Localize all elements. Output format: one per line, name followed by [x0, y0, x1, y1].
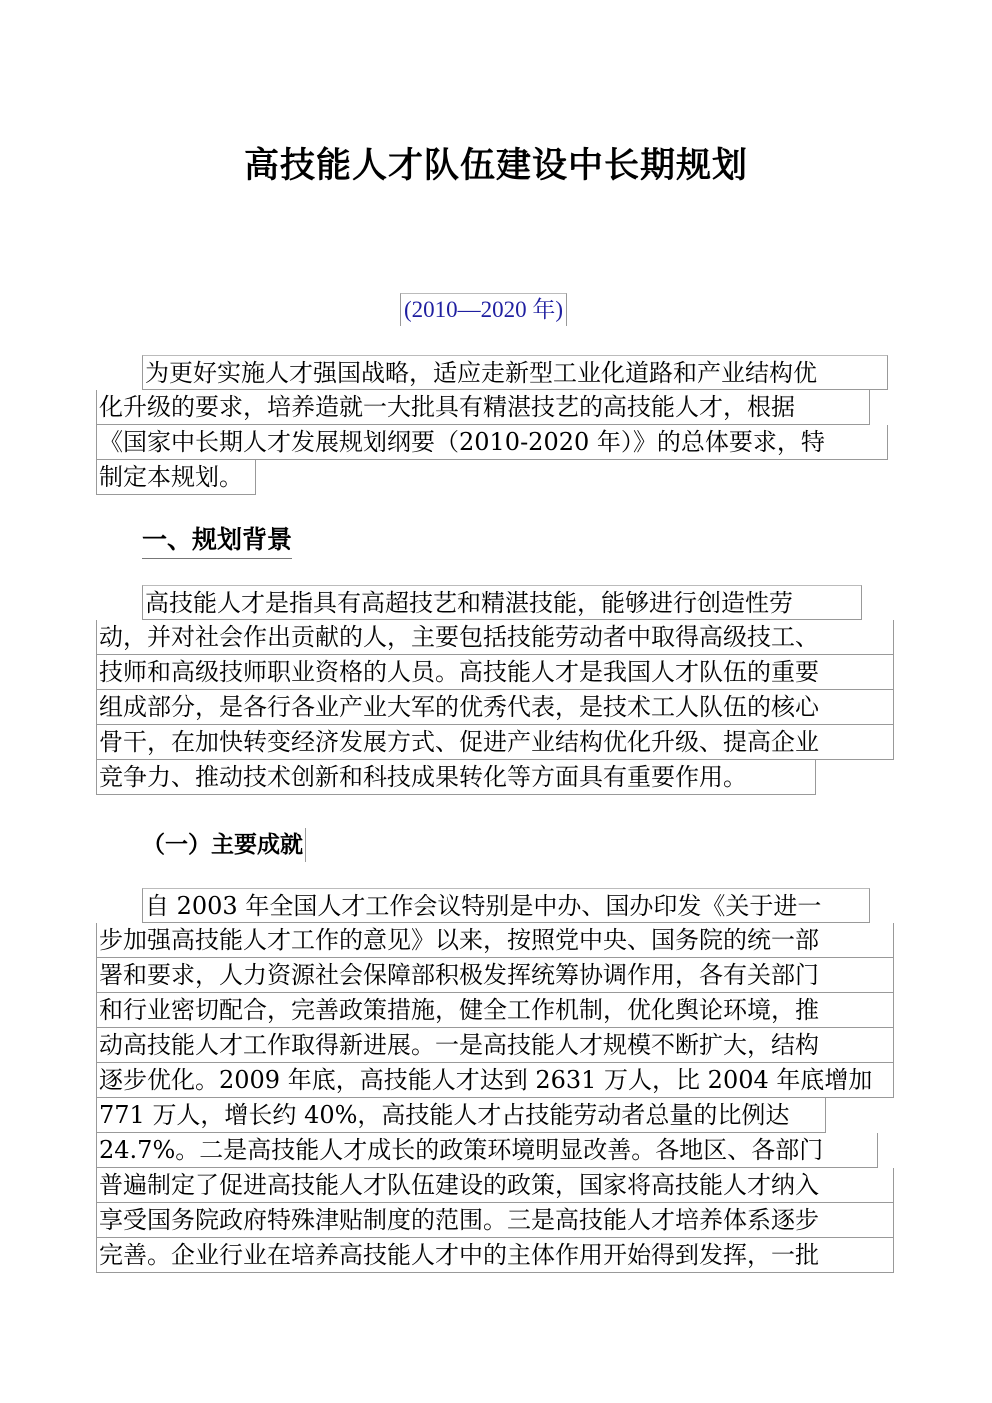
subsection-line: 自 2003 年全国人才工作会议特别是中办、国办印发《关于进一: [142, 888, 870, 923]
section-heading: 一、规划背景: [142, 522, 292, 559]
document-title: 高技能人才队伍建设中长期规划: [243, 145, 748, 186]
intro-line: 化升级的要求，培养造就一大批具有精湛技艺的高技能人才，根据: [96, 390, 870, 425]
section-line: 骨干，在加快转变经济发展方式、促进产业结构优化升级、提高企业: [96, 725, 894, 760]
subsection-line: 完善。企业行业在培养高技能人才中的主体作用开始得到发挥，一批: [96, 1238, 894, 1273]
section-line: 高技能人才是指具有高超技艺和精湛技能，能够进行创造性劳: [142, 585, 862, 620]
subsection-line: 普遍制定了促进高技能人才队伍建设的政策，国家将高技能人才纳入: [96, 1168, 894, 1203]
subsection-heading: （一）主要成就: [142, 828, 306, 862]
subsection-line: 享受国务院政府特殊津贴制度的范围。三是高技能人才培养体系逐步: [96, 1203, 894, 1238]
subsection-line: 署和要求，人力资源社会保障部积极发挥统筹协调作用，各有关部门: [96, 958, 894, 993]
subsection-line: 动高技能人才工作取得新进展。一是高技能人才规模不断扩大，结构: [96, 1028, 894, 1063]
intro-line: 《国家中长期人才发展规划纲要（2010-2020 年）》的总体要求，特: [96, 425, 888, 460]
subsection-line: 771 万人，增长约 40%，高技能人才占技能劳动者总量的比例达: [96, 1098, 826, 1133]
section-line: 动，并对社会作出贡献的人，主要包括技能劳动者中取得高级技工、: [96, 620, 894, 655]
subsection-line: 24.7%。二是高技能人才成长的政策环境明显改善。各地区、各部门: [96, 1133, 878, 1168]
section-line: 组成部分，是各行各业产业大军的优秀代表，是技术工人队伍的核心: [96, 690, 894, 725]
intro-line: 制定本规划。: [96, 460, 256, 495]
section-line: 技师和高级技师职业资格的人员。高技能人才是我国人才队伍的重要: [96, 655, 894, 690]
subsection-line: 和行业密切配合，完善政策措施，健全工作机制，优化舆论环境，推: [96, 993, 894, 1028]
section-line: 竞争力、推动技术创新和科技成果转化等方面具有重要作用。: [96, 760, 816, 795]
subsection-line: 逐步优化。2009 年底，高技能人才达到 2631 万人，比 2004 年底增加: [96, 1063, 894, 1098]
document-subtitle: (2010—2020 年): [400, 293, 567, 326]
subsection-line: 步加强高技能人才工作的意见》以来，按照党中央、国务院的统一部: [96, 923, 894, 958]
intro-line: 为更好实施人才强国战略，适应走新型工业化道路和产业结构优: [142, 355, 888, 390]
